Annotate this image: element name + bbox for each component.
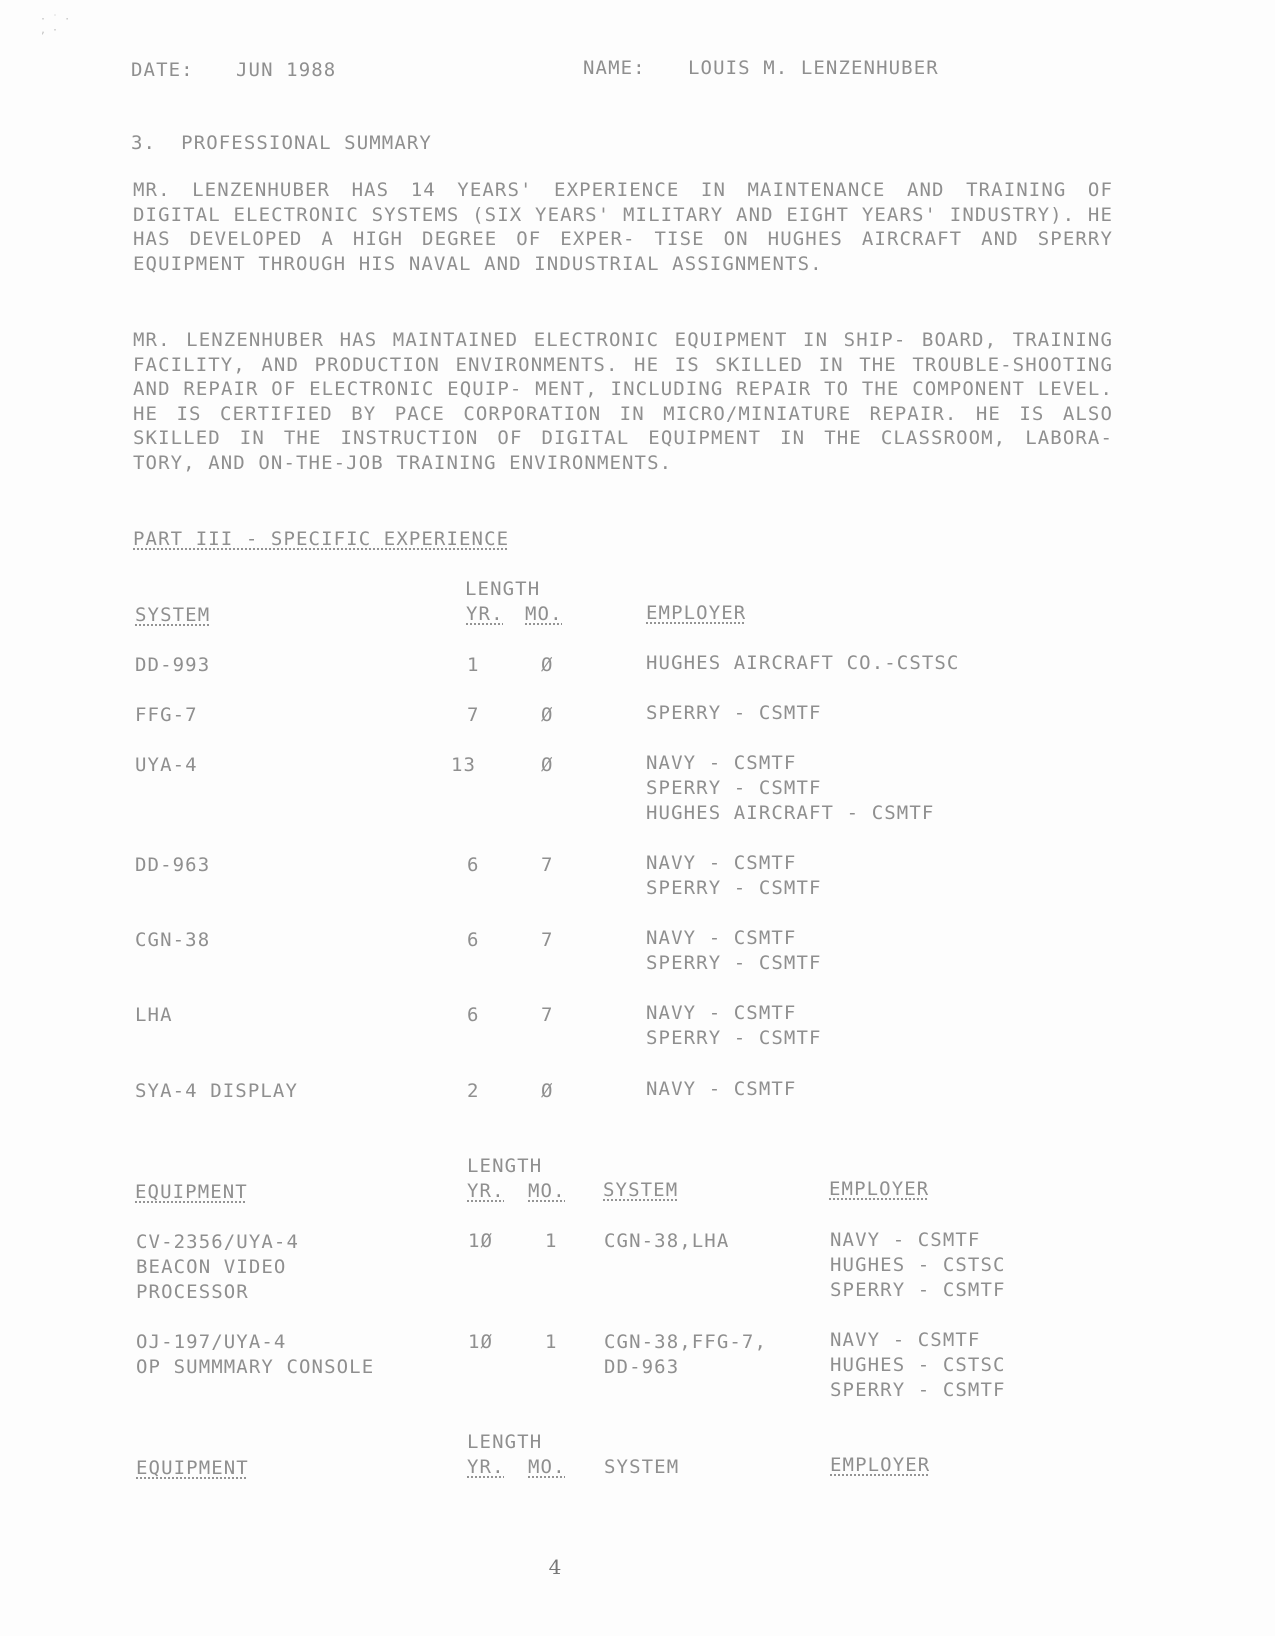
scan-specks: · ˙ · , · — [40, 14, 71, 36]
yr-header: YR. — [466, 603, 504, 625]
table-row-mo: 7 — [541, 929, 554, 951]
table-row-employer: NAVY - CSMTF — [830, 1329, 981, 1351]
table-row-yr: 1 — [467, 654, 480, 676]
mo-header: MO. — [525, 603, 563, 625]
length-header: LENGTH — [467, 1155, 543, 1177]
table-row-system: SYA-4 DISPLAY — [135, 1080, 299, 1102]
part-heading: PART III - SPECIFIC EXPERIENCE — [133, 528, 510, 550]
table-row-equipment: CV-2356/UYA-4 — [136, 1231, 300, 1253]
system-column-header: SYSTEM — [135, 604, 211, 626]
mo-header: MO. — [528, 1456, 566, 1478]
table-row-equipment: PROCESSOR — [136, 1281, 249, 1303]
table-row-employer: SPERRY - CSMTF — [646, 702, 822, 724]
table-row-system: FFG-7 — [135, 704, 198, 726]
table-row-yr: 6 — [467, 854, 480, 876]
table-row-yr: 7 — [467, 704, 480, 726]
table-row-employer: NAVY - CSMTF — [646, 752, 797, 774]
table-row-equipment: OP SUMMMARY CONSOLE — [136, 1356, 375, 1378]
table-row-employer: SPERRY - CSMTF — [646, 1027, 822, 1049]
table-row-system: CGN-38,LHA — [604, 1230, 730, 1252]
employer-column-header: EMPLOYER — [646, 602, 747, 624]
mo-header: MO. — [528, 1180, 566, 1202]
system-column-header: SYSTEM — [604, 1456, 680, 1478]
table-row-employer: SPERRY - CSMTF — [646, 777, 822, 799]
summary-paragraph-2: MR. LENZENHUBER HAS MAINTAINED ELECTRONIC EQUIPMENT IN SHIP- BOARD, TRAINING FACILITY, AND PRODUCTION ENVIRONMENTS. HE IS SKILLED IN THE TROUBLE-SHOOTING AND REPAIR OF ELECTRONIC EQUIP- MENT, INCLUDING REPAIR TO THE COMPONENT LEVEL. HE IS CERTIFIED BY PACE CORPORATION IN MICRO/MINIATURE REPAIR. HE IS ALSO SKILLED IN THE INSTRUCTION OF DIGITAL EQUIPMENT IN THE CLASSROOM, LABORA- TORY, AND ON-THE-JOB TRAINING ENVIRONMENTS. — [133, 329, 1113, 474]
table-row-employer: SPERRY - CSMTF — [830, 1379, 1006, 1401]
table-row-system: LHA — [135, 1004, 173, 1026]
employer-column-header: EMPLOYER — [830, 1454, 931, 1476]
table-row-employer: NAVY - CSMTF — [646, 1078, 797, 1100]
table-row-system: DD-963 — [135, 854, 211, 876]
yr-header: YR. — [467, 1456, 505, 1478]
table-row-mo: Ø — [541, 704, 554, 726]
date-label: DATE: — [131, 59, 194, 81]
table-row-yr: 1Ø — [468, 1331, 494, 1353]
table-row-system: CGN-38,FFG-7, — [604, 1331, 768, 1353]
table-row-mo: 7 — [541, 1004, 554, 1026]
table-row-system: DD-963 — [604, 1356, 680, 1378]
table-row-yr: 13 — [451, 754, 477, 776]
table-row-mo: Ø — [541, 654, 554, 676]
table-row-employer: NAVY - CSMTF — [646, 852, 797, 874]
employer-column-header: EMPLOYER — [829, 1178, 930, 1200]
table-row-mo: Ø — [541, 754, 554, 776]
table-row-employer: HUGHES - CSTSC — [830, 1254, 1006, 1276]
table-row-yr: 6 — [467, 1004, 480, 1026]
table-row-system: DD-993 — [135, 654, 211, 676]
table-row-employer: HUGHES AIRCRAFT CO.-CSTSC — [646, 652, 960, 674]
table-row-employer: SPERRY - CSMTF — [646, 877, 822, 899]
name-value: LOUIS M. LENZENHUBER — [688, 57, 939, 79]
page-number: 4 — [548, 1555, 562, 1579]
summary-paragraph-1: MR. LENZENHUBER HAS 14 YEARS' EXPERIENCE IN MAINTENANCE AND TRAINING OF DIGITAL ELECTRONIC SYSTEMS (SIX YEARS' MILITARY AND EIGHT YEARS' INDUSTRY). HE HAS DEVELOPED A HIGH DEGREE OF EXPER- TISE ON HUGHES AIRCRAFT AND SPERRY EQUIPMENT THROUGH HIS NAVAL AND INDUSTRIAL ASSIGNMENTS. — [133, 179, 1113, 275]
table-row-yr: 1Ø — [468, 1230, 494, 1252]
table-row-mo: Ø — [541, 1080, 554, 1102]
table-row-yr: 6 — [467, 929, 480, 951]
table-row-equipment: OJ-197/UYA-4 — [136, 1331, 287, 1353]
equipment-column-header: EQUIPMENT — [135, 1181, 248, 1203]
date-value: JUN 1988 — [236, 59, 337, 81]
table-row-employer: HUGHES - CSTSC — [830, 1354, 1006, 1376]
system-column-header: SYSTEM — [603, 1179, 679, 1201]
table-row-equipment: BEACON VIDEO — [136, 1256, 287, 1278]
table-row-yr: 2 — [467, 1080, 480, 1102]
table-row-system: UYA-4 — [135, 754, 198, 776]
table-row-employer: NAVY - CSMTF — [646, 1002, 797, 1024]
table-row-mo: 7 — [541, 854, 554, 876]
length-header: LENGTH — [467, 1431, 543, 1453]
table-row-system: CGN-38 — [135, 929, 211, 951]
table-row-mo: 1 — [545, 1331, 558, 1353]
name-label: NAME: — [583, 57, 646, 79]
equipment-column-header: EQUIPMENT — [136, 1457, 249, 1479]
length-header: LENGTH — [465, 578, 541, 600]
table-row-employer: SPERRY - CSMTF — [646, 952, 822, 974]
table-row-employer: NAVY - CSMTF — [830, 1229, 981, 1251]
table-row-mo: 1 — [545, 1230, 558, 1252]
yr-header: YR. — [467, 1180, 505, 1202]
section-heading: 3. PROFESSIONAL SUMMARY — [131, 132, 432, 154]
table-row-employer: SPERRY - CSMTF — [830, 1279, 1006, 1301]
table-row-employer: NAVY - CSMTF — [646, 927, 797, 949]
table-row-employer: HUGHES AIRCRAFT - CSMTF — [646, 802, 935, 824]
